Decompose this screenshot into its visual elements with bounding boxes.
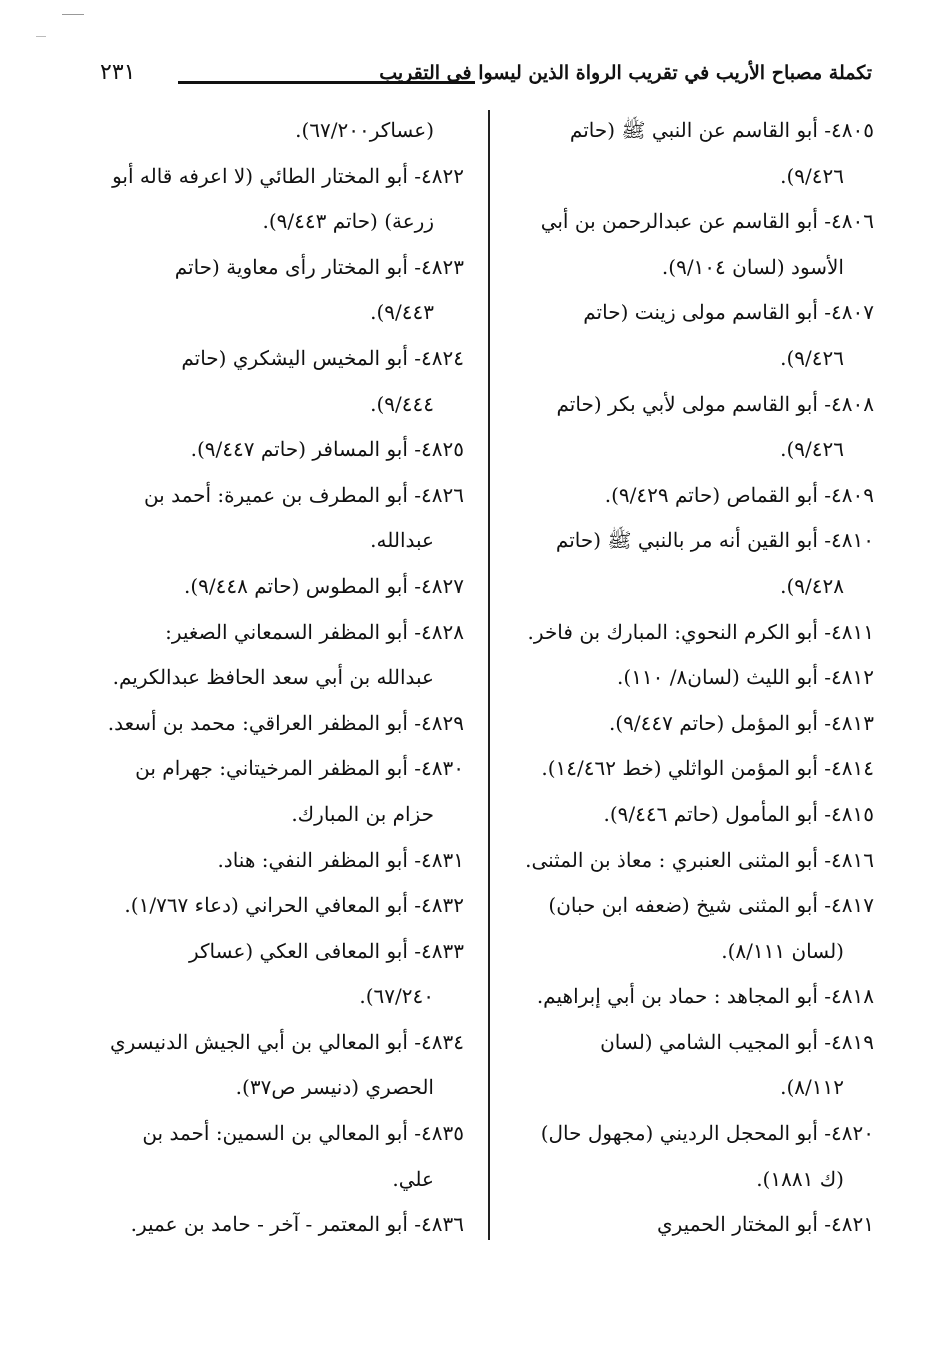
entry-line: ٤٨١٣- أبو المؤمل (حاتم ٩/٤٤٧). (608, 710, 874, 735)
entry-line: ٤٨٣٠- أبو المظفر المرخيتاني: جهرام بن (135, 756, 464, 781)
column-divider (488, 110, 490, 1240)
right-column (508, 108, 874, 1248)
entry-line: ٤٨٢٣- أبو المختار رأى معاوية (حاتم (174, 254, 464, 279)
entry-line: ٤٨١١- أبو الكرم النحوي: المبارك بن فاخر. (527, 619, 874, 644)
entry-line: ٤٨٠٥- أبو القاسم عن النبي ﷺ (حاتم (569, 118, 874, 142)
entry-continuation-line: عبدالله. (370, 528, 434, 553)
entry-continuation-line: (ك ١٨٨١). (756, 1166, 844, 1191)
entry-continuation-line: ٩/٤٢٨). (780, 573, 844, 598)
entry-line: ٤٨٠٧- أبو القاسم مولى زينت (حاتم (583, 300, 874, 325)
entry-line: ٤٨١٥- أبو المأمول (حاتم ٩/٤٤٦). (603, 801, 874, 826)
entry-line: ٤٨١٨- أبو المجاهد : حماد بن أبي إبراهيم. (536, 984, 874, 1009)
entry-line: ٤٨١٧- أبو المثنى شيخ (ضعفه ابن حبان) (548, 893, 874, 918)
entry-continuation-line: عبدالله بن أبي سعد الحافظ عبدالكريم. (112, 665, 434, 690)
entry-continuation-line: ٩/٤٢٦). (780, 437, 844, 462)
entry-line: ٤٨٢٨- أبو المظفر السمعاني الصغير: (165, 619, 464, 644)
left-column (104, 108, 464, 1248)
entry-line: ٤٨٢٧- أبو المطوس (حاتم ٩/٤٤٨). (183, 573, 464, 598)
entry-continuation-line: ٦٧/٢٤٠). (359, 984, 434, 1009)
entry-line: ٤٨٢٦- أبو المطرف بن عميرة: أحمد بن (143, 482, 464, 507)
entry-line: ٤٨٣٥- أبو المعالي بن السمين: أحمد بن (142, 1121, 464, 1146)
entry-line: ٤٨١٩- أبو المجيب الشامي (لسان (600, 1029, 874, 1054)
entry-line: ٤٨١٦- أبو المثنى العنبري : معاذ بن المثنى. (525, 847, 874, 872)
entry-line: ٤٨٠٨- أبو القاسم مولى لأبي بكر (حاتم (556, 391, 874, 416)
entry-continuation-line: ٩/٤٢٦). (780, 163, 844, 188)
scan-mark (62, 14, 84, 15)
entry-line: ٤٨٣٣- أبو المعافى العكي (عساكر (188, 938, 464, 963)
entry-line: ٤٨٢٥- أبو المسافر (حاتم ٩/٤٤٧). (190, 437, 464, 462)
entry-continuation-line: ٨/١١٢). (780, 1075, 844, 1100)
entry-line: ٤٨٠٦- أبو القاسم عن عبدالرحمن بن أبي (540, 209, 874, 234)
running-title: تكملة مصباح الأريب في تقريب الرواة الذين ليسوا في التقريب (379, 62, 872, 84)
entry-line: ٤٨٣٦- أبو المعتمر - آخر - حامد بن عمير. (130, 1212, 464, 1237)
entry-line: ٤٨١٤- أبو المؤمن الواثلي (خط ١٤/٤٦٢). (541, 756, 874, 781)
entry-continuation-line: ٩/٤٢٦). (780, 345, 844, 370)
entry-continuation-line: (عساكر٦٧/٢٠٠). (295, 118, 434, 142)
entry-line: ٤٨٣٢- أبو المعافي الحراني (دعاء ١/٧٦٧). (124, 893, 464, 918)
entry-continuation-line: الحصري (دنيسر ص٣٧). (235, 1075, 434, 1100)
entry-continuation-line: زرعة) (حاتم ٩/٤٤٣). (262, 209, 434, 234)
entry-line: ٤٨٢٤- أبو المخيس اليشكري (حاتم (181, 345, 464, 370)
entry-line: ٤٨٢١- أبو المختار الحميري (656, 1212, 874, 1237)
entry-continuation-line: الأسود (لسان ٩/١٠٤). (661, 254, 844, 279)
header-rule (178, 81, 475, 84)
page-header (100, 60, 872, 96)
entry-line: ٤٨٣٤- أبو المعالي بن أبي الجيش الدنيسري (109, 1029, 464, 1054)
entry-line: ٤٨٢٢- أبو المختار الطائي (لا اعرفه قاله أبو (112, 163, 464, 188)
entry-continuation-line: ٩/٤٤٣). (370, 300, 434, 325)
entry-line: ٤٨٠٩- أبو القماص (حاتم ٩/٤٢٩). (604, 482, 874, 507)
entry-line: ٤٨٢٩- أبو المظفر العراقي: محمد بن أسعد. (107, 710, 464, 735)
entry-line: ٤٨١٢- أبو الليث (لسان٨/ ١١٠). (617, 665, 874, 690)
scan-mark (36, 36, 46, 37)
page-number: ٢٣١ (100, 60, 136, 85)
entry-line: ٤٨١٠- أبو القين أنه مر بالنبي ﷺ (حاتم (555, 528, 874, 553)
entry-continuation-line: (لسان ٨/١١١). (721, 938, 844, 963)
entry-line: ٤٨٢٠- أبو المحجل الرديني (مجهول حال) (540, 1121, 874, 1146)
entry-continuation-line: ٩/٤٤٤). (370, 391, 434, 416)
entry-continuation-line: علي. (392, 1166, 434, 1191)
entry-line: ٤٨٣١- أبو المظفر النفي: هناد. (217, 847, 464, 872)
entry-continuation-line: حزام بن المبارك. (291, 801, 434, 826)
